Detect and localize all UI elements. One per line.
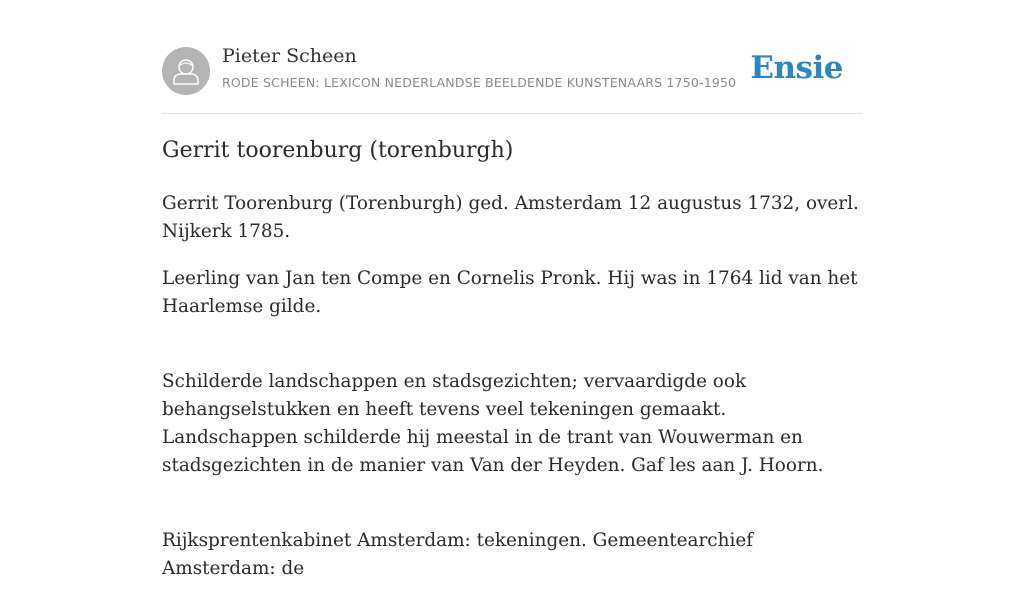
- paragraph-training: Leerling van Jan ten Compe en Cornelis Pronk. Hij was in 1764 lid van het Haarlemse gilde.: [162, 268, 858, 317]
- paragraph-birth: Gerrit Toorenburg (Torenburgh) ged. Amsterdam 12 augustus 1732, overl. Nijkerk 1785.: [162, 193, 859, 242]
- page-container: [162, 0, 862, 579]
- paragraph-spacer: [162, 499, 864, 527]
- paragraph-spacer: [162, 340, 864, 368]
- brand-logo[interactable]: Ensie: [750, 50, 843, 86]
- source-label[interactable]: RODE SCHEEN: LEXICON NEDERLANDSE BEELDENDE KUNSTENAARS 1750-1950: [222, 75, 737, 90]
- article-title: Gerrit toorenburg (torenburgh): [162, 138, 514, 163]
- paragraph-collections: Rijksprentenkabinet Amsterdam: tekeningen. Gemeentearchief Amsterdam: de: [162, 530, 754, 579]
- avatar[interactable]: [162, 47, 210, 95]
- article-body: [162, 190, 864, 602]
- paragraph-work: Schilderde landschappen en stadsgezichten; vervaardigde ook behangselstukken en heeft tevens veel tekeningen gemaakt. Landschappen schilderde hij meestal in de trant van Wouwerman en stadsgezichten in de manier van Van der Heyden. Gaf les aan J. Hoorn.: [162, 371, 824, 476]
- article-header: [162, 0, 862, 114]
- user-icon: [162, 47, 210, 95]
- author-name[interactable]: Pieter Scheen: [222, 45, 357, 67]
